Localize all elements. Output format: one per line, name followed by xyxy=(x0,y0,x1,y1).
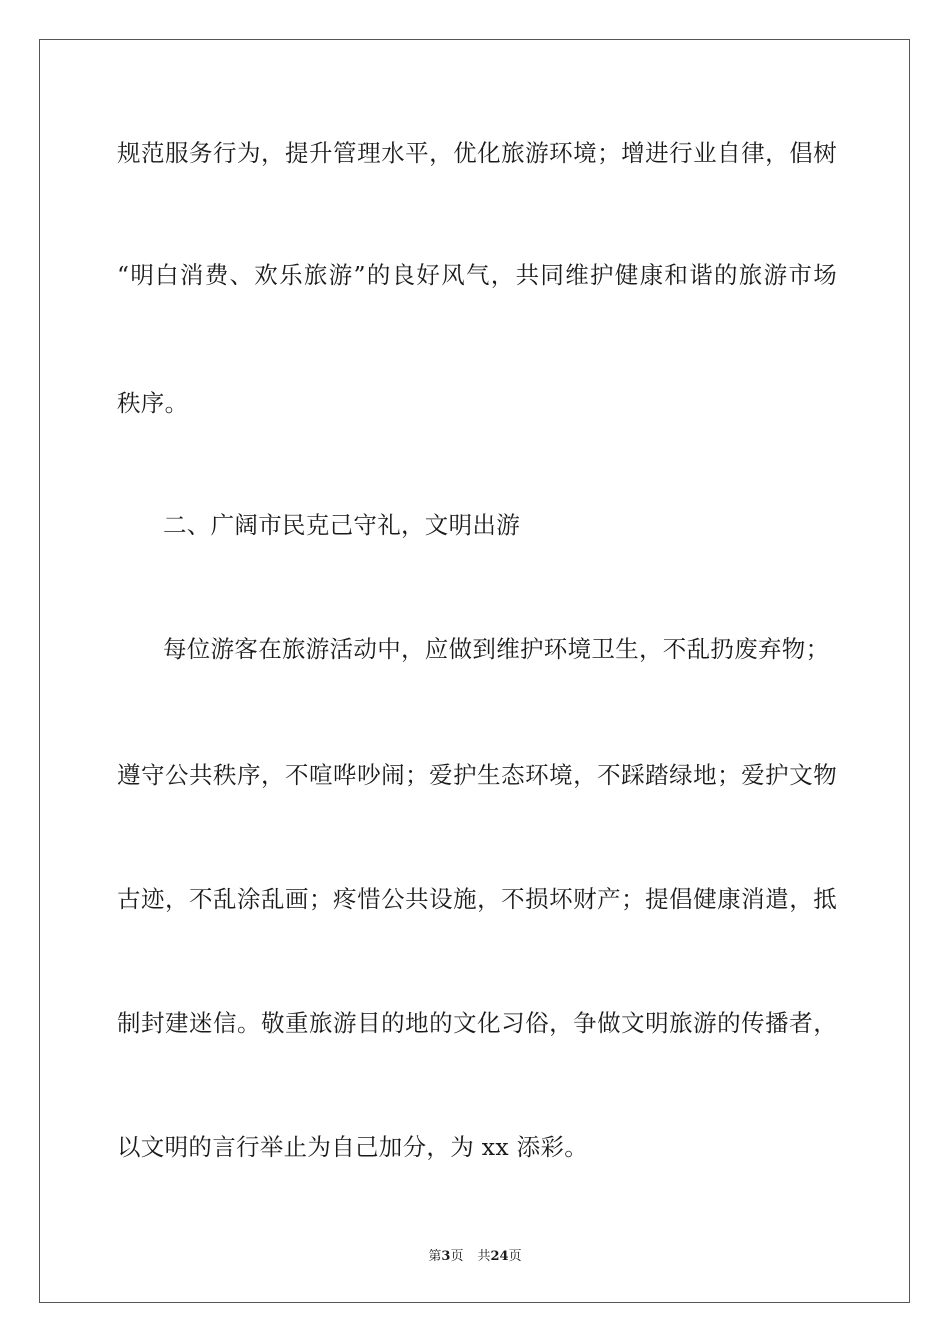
page-border xyxy=(39,39,910,1303)
paragraph-line: 每位游客在旅游活动中，应做到维护环境卫生，不乱扔废弃物； xyxy=(163,635,830,663)
total-pages-number: 24 xyxy=(490,1249,509,1264)
current-page-number: 3 xyxy=(441,1249,451,1264)
page-footer xyxy=(0,1248,950,1266)
paragraph-line: 规范服务行为，提升管理水平，优化旅游环境；增进行业自律，倡树 xyxy=(117,139,837,167)
total-suffix: 页 xyxy=(508,1249,522,1264)
paragraph-line: 制封建迷信。敬重旅游目的地的文化习俗，争做文明旅游的传播者， xyxy=(117,1009,837,1037)
page-suffix: 页 xyxy=(450,1249,464,1264)
paragraph-line: 古迹，不乱涂乱画；疼惜公共设施，不损坏财产；提倡健康消遣，抵 xyxy=(117,885,837,913)
total-prefix: 共 xyxy=(477,1249,491,1264)
paragraph-line: “明白消费、欢乐旅游”的良好风气，共同维护健康和谐的旅游市场 xyxy=(117,261,837,289)
paragraph-line: 遵守公共秩序，不喧哗吵闹；爱护生态环境，不踩踏绿地；爱护文物 xyxy=(117,761,837,789)
paragraph-line: 以文明的言行举止为自己加分，为 xx 添彩。 xyxy=(117,1133,589,1161)
paragraph-line: 秩序。 xyxy=(117,389,189,417)
section-heading: 二、广阔市民克己守礼，文明出游 xyxy=(163,511,520,539)
page-prefix: 第 xyxy=(428,1249,442,1264)
